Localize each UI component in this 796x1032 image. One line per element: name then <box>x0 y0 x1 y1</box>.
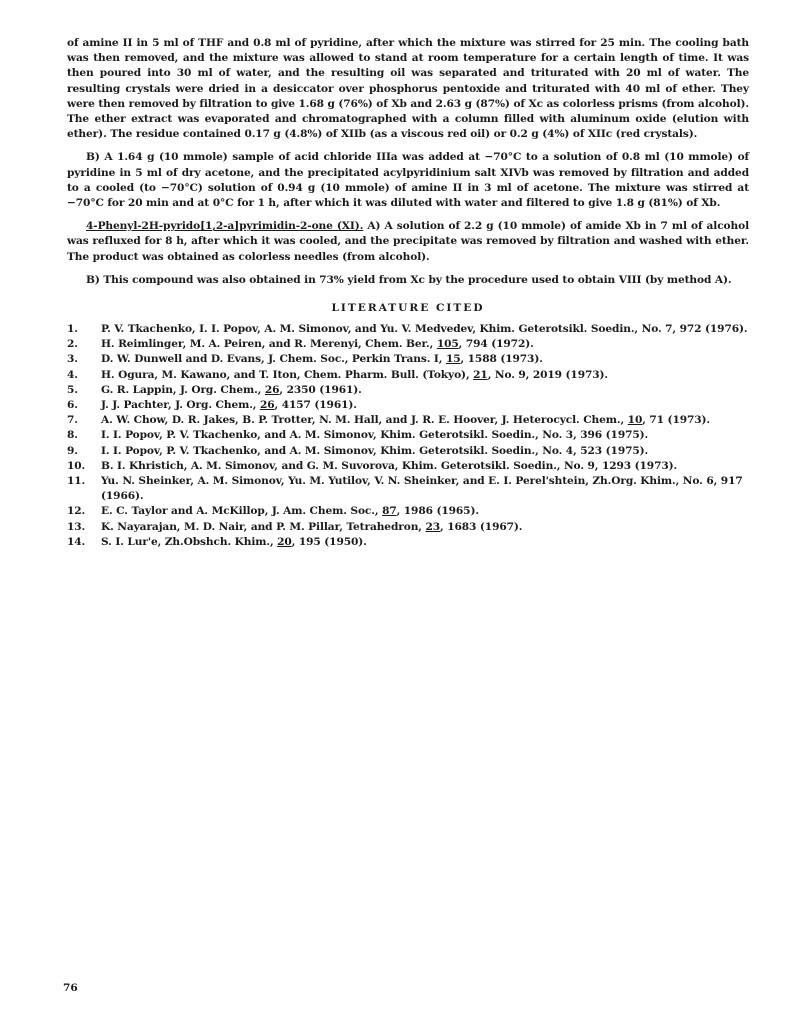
reference-pages: , 2350 (1961). <box>279 383 362 396</box>
reference-text <box>101 413 749 428</box>
reference-item <box>67 352 749 367</box>
reference-volume: 26 <box>259 399 275 412</box>
reference-pages: , 794 (1972). <box>458 338 534 351</box>
reference-item <box>67 520 749 535</box>
reference-item <box>67 504 749 519</box>
reference-volume: 23 <box>425 520 441 533</box>
reference-number: 3. <box>67 353 78 366</box>
reference-pages: , 71 (1973). <box>642 414 711 427</box>
page-body <box>67 36 749 550</box>
reference-item <box>67 322 749 337</box>
paragraph-procedure-continued: of amine II in 5 ml of THF and 0.8 ml of pyridine, after which the mixture was stirred for 25 min. The cooling bath was then removed, and the mixture was allowed to stand at room temperature for a certain length of time. It was then poured into 30 ml of water, and the resulting oil was separated and triturated with 20 ml of water. The resulting crystals were dried in a desiccator over phosphorus pentoxide and triturated with 40 ml of ether. They were then removed by filtration to give 1.68 g (76%) of Xb and 2.63 g (87%) of Xc as colorless prisms (from alcohol). The ether extract was evaporated and chromatographed with a column filled with aluminum oxide (elution with ether). The residue contained 0.17 g (4.8%) of XIIb (as a viscous red oil) or 0.2 g (4%) of XIIc (red crystals). <box>67 37 749 141</box>
reference-number: 13. <box>67 520 86 533</box>
reference-item <box>67 428 749 443</box>
reference-number: 2. <box>67 338 78 351</box>
reference-citation: J. J. Pachter, J. Org. Chem., <box>101 399 260 412</box>
reference-item <box>67 413 749 428</box>
reference-volume: 105 <box>436 338 459 351</box>
reference-pages: , 1683 (1967). <box>440 520 523 533</box>
reference-item <box>67 535 749 550</box>
reference-text <box>101 322 749 337</box>
page-number: 76 <box>63 982 78 994</box>
paragraph-compound-xi <box>67 219 749 265</box>
reference-text <box>101 535 749 550</box>
reference-number: 5. <box>67 383 78 396</box>
reference-citation: K. Nayarajan, M. D. Nair, and P. M. Pillar, Tetrahedron, <box>101 520 426 533</box>
reference-citation: I. I. Popov, P. V. Tkachenko, and A. M. Simonov, Khim. Geterotsikl. Soedin., No. 3, 396 (1975). <box>101 429 649 442</box>
compound-procedure: A) A solution of 2.2 g (10 mmole) of amide Xb in 7 ml of alcohol was refluxed for 8 h, after which it was cooled, and the precipitate was removed by filtration and washed with ether. The product was obtained as colorless needles (from alcohol). <box>67 220 750 263</box>
reference-item <box>67 368 749 383</box>
compound-title: 4-Phenyl-2H-pyrido[1,2-a]pyrimidin-2-one (XI). <box>86 220 364 233</box>
reference-text <box>101 428 749 443</box>
reference-citation: I. I. Popov, P. V. Tkachenko, and A. M. Simonov, Khim. Geterotsikl. Soedin., No. 4, 523 (1975). <box>101 444 649 457</box>
reference-text <box>101 398 749 413</box>
reference-number: 9. <box>67 444 78 457</box>
reference-volume: 87 <box>382 505 397 518</box>
reference-pages: , 1986 (1965). <box>396 505 479 518</box>
reference-text <box>101 337 749 352</box>
reference-text <box>101 444 749 459</box>
reference-volume: 26 <box>264 383 280 396</box>
reference-number: 11. <box>67 475 86 488</box>
reference-text <box>101 352 749 367</box>
reference-pages: , 1588 (1973). <box>460 353 543 366</box>
reference-number: 8. <box>67 429 78 442</box>
reference-number: 7. <box>67 414 78 427</box>
reference-pages: , No. 9, 2019 (1973). <box>487 368 609 381</box>
reference-citation: D. W. Dunwell and D. Evans, J. Chem. Soc., Perkin Trans. I, <box>101 353 446 366</box>
reference-pages: , 195 (1950). <box>291 535 367 548</box>
reference-item <box>67 398 749 413</box>
reference-citation: H. Ogura, M. Kawano, and T. Iton, Chem. Pharm. Bull. (Tokyo), <box>101 368 474 381</box>
reference-number: 10. <box>67 459 86 472</box>
reference-text <box>101 368 749 383</box>
reference-volume: 10 <box>627 414 643 427</box>
reference-item <box>67 337 749 352</box>
reference-item <box>67 459 749 474</box>
reference-citation: Yu. N. Sheinker, A. M. Simonov, Yu. M. Yutilov, V. N. Sheinker, and E. I. Perel'shtein, Zh.Org. Khim., No. 6, 917 (1966). <box>101 475 743 503</box>
reference-citation: E. C. Taylor and A. McKillop, J. Am. Chem. Soc., <box>101 505 383 518</box>
reference-text <box>101 474 749 504</box>
reference-text <box>101 504 749 519</box>
reference-volume: 20 <box>277 535 292 548</box>
literature-heading: LITERATURE CITED <box>331 302 485 315</box>
reference-number: 1. <box>67 323 78 336</box>
reference-item <box>67 383 749 398</box>
reference-citation: B. I. Khristich, A. M. Simonov, and G. M. Suvorova, Khim. Geterotsikl. Soedin., No. 9, 1293 (1973). <box>101 459 678 472</box>
reference-volume: 21 <box>473 368 488 381</box>
reference-number: 12. <box>67 505 86 518</box>
reference-volume: 15 <box>445 353 461 366</box>
paragraph-method-b: B) A 1.64 g (10 mmole) sample of acid chloride IIIa was added at −70°C to a solution of 0.8 ml (10 mmole) of pyridine in 5 ml of dry acetone, and the precipitated acylpyridinium salt XIVb was removed by filtration and added to a cooled (to −70°C) solution of 0.94 g (10 mmole) of amine II in 3 ml of acetone. The mixture was stirred at −70°C for 20 min and at 0°C for 1 h, after which it was diluted with water and filtered to give 1.8 g (81%) of Xb. <box>67 151 749 210</box>
reference-list <box>67 322 749 550</box>
reference-item <box>67 444 749 459</box>
reference-item <box>67 474 749 504</box>
reference-number: 6. <box>67 399 78 412</box>
reference-citation: S. I. Lur'e, Zh.Obshch. Khim., <box>101 535 278 548</box>
reference-number: 14. <box>67 535 86 548</box>
reference-number: 4. <box>67 368 78 381</box>
reference-text <box>101 383 749 398</box>
reference-citation: G. R. Lappin, J. Org. Chem., <box>101 383 265 396</box>
reference-text <box>101 520 749 535</box>
reference-citation: H. Reimlinger, M. A. Peiren, and R. Merenyi, Chem. Ber., <box>101 338 437 351</box>
reference-citation: P. V. Tkachenko, I. I. Popov, A. M. Simonov, and Yu. V. Medvedev, Khim. Geterotsikl. Soedin., No. 7, 972 (1976). <box>101 323 748 336</box>
reference-text <box>101 459 749 474</box>
reference-citation: A. W. Chow, D. R. Jakes, B. P. Trotter, N. M. Hall, and J. R. E. Hoover, J. Heterocycl. Chem., <box>101 414 628 427</box>
paragraph-method-b-xi: B) This compound was also obtained in 73% yield from Xc by the procedure used to obtain VIII (by method A). <box>86 273 732 286</box>
reference-pages: , 4157 (1961). <box>274 399 357 412</box>
